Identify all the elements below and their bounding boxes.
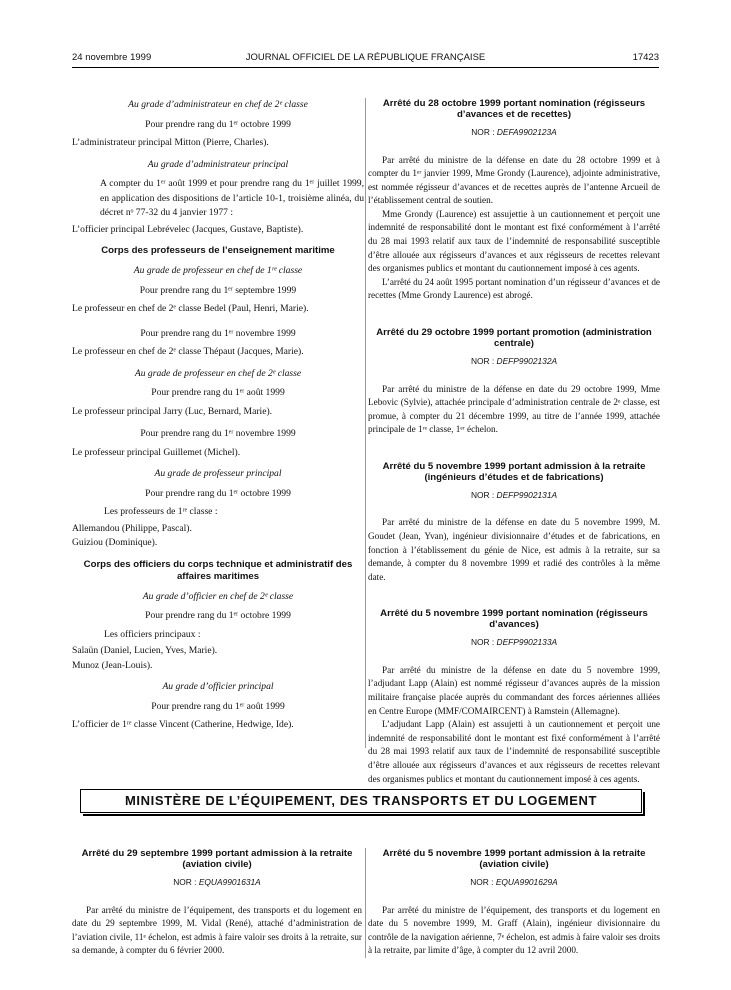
right-column (368, 98, 660, 786)
grade-heading: Au grade de professeur en chef de 2ᵉ classe (134, 367, 302, 379)
person-entry: L’officier principal Lebrévelec (Jacques, Gustave, Baptiste). (72, 223, 304, 235)
corps-heading: Corps des officiers du corps technique et administratif des affaires maritimes (83, 558, 353, 582)
left-column (72, 98, 364, 735)
arrete-title: Arrêté du 28 octobre 1999 portant nomination (régisseurs d’avances et de recettes) (382, 98, 646, 120)
list-intro: Les officiers principaux : (104, 628, 201, 640)
nor-reference (368, 354, 660, 369)
person-entry: Le professeur principal Jarry (Luc, Bernard, Marie). (72, 405, 273, 417)
grade-heading: Au grade d’administrateur principal (147, 158, 289, 170)
rank-date: Pour prendre rang du 1ᵉʳ novembre 1999 (140, 428, 296, 439)
nor-label: NOR : (470, 489, 495, 500)
nor-reference (368, 125, 660, 140)
column-divider (365, 98, 366, 748)
person-entry: L’administrateur principal Mitton (Pierre, Charles). (72, 137, 269, 148)
bottom-left-column (72, 848, 362, 958)
arrete-title: Arrêté du 5 novembre 1999 portant admission à la retraite (ingénieurs d’études et de fabrications) (382, 460, 646, 483)
grade-heading: Au grade d’officier principal (162, 681, 274, 692)
nor-code: DEFA9902123A (496, 127, 557, 137)
nor-reference (368, 635, 660, 650)
page-header (72, 52, 659, 68)
arrete-paragraph: Par arrêté du ministre de la défense en date du 5 novembre 1999, l’adjudant Lapp (Alain) est nommé régisseur d’avances auprès de la mission militaire française placée auprès du commandant des forces aériennes alliées en Centre Europe (MMF/COMAIRCENT) à Ramstein (Allemagne). (368, 664, 660, 716)
nor-code: DEFP9902133A (496, 637, 558, 648)
person-entry: Guiziou (Dominique). (72, 537, 158, 548)
person-entry: Le professeur en chef de 2ᵉ classe Thépaut (Jacques, Marie). (72, 346, 304, 357)
arrete-paragraph: Par arrêté du ministre de la défense en date du 29 octobre 1999, Mme Lebovic (Sylvie), attachée principale d’administration centrale de 2ᵉ classe, est promue, à compter du 21 décembre 1999, au titre de l’année 1999, attachée principale de 1ʳᵉ classe, 1ᵉʳ échelon. (368, 383, 660, 435)
corps-heading: Corps des professeurs de l’enseignement maritime (101, 245, 335, 256)
nor-code: DEFP9902132A (496, 356, 558, 367)
nor-label: NOR : (173, 877, 197, 887)
arrete-paragraph: Par arrêté du ministre de l’équipement, des transports et du logement en date du 5 novembre 1999, M. Graff (Alain), ingénieur divisionnaire du contrôle de la navigation aérienne, 7ᵉ échelon, est admis à faire valoir ses droits à la retraite, par limite d’âge, à compter du 12 avril 2000. (368, 904, 660, 956)
rank-date: Pour prendre rang du 1ᵉʳ août 1999 (151, 700, 285, 712)
person-entry: L’officier de 1ʳᵉ classe Vincent (Catherine, Hedwige, Ide). (72, 719, 294, 730)
ministry-banner: MINISTÈRE DE L’ÉQUIPEMENT, DES TRANSPORTS ET DU LOGEMENT (80, 789, 642, 813)
nor-reference (72, 875, 362, 890)
arrete-title: Arrêté du 29 octobre 1999 portant promotion (administration centrale) (376, 327, 652, 350)
arrete-title: Arrêté du 5 novembre 1999 portant nomination (régisseurs d’avances) (380, 608, 648, 631)
rank-date: Pour prendre rang du 1ᵉʳ août 1999 (151, 387, 285, 398)
arrete-paragraph: L’arrêté du 24 août 1995 portant nomination d’un régisseur d’avances et de recettes (Mme Grondy Laurence) est abrogé. (368, 276, 660, 301)
nor-label: NOR : (470, 877, 494, 887)
grade-heading: Au grade d’officier en chef de 2ᵉ classe (142, 590, 294, 602)
grade-heading: Au grade de professeur en chef de 1ʳᵉ classe (133, 265, 303, 276)
list-intro: Les professeurs de 1ʳᵉ classe : (104, 506, 218, 517)
person-entry: Le professeur principal Guillemet (Michel). (72, 446, 241, 458)
nor-label: NOR : (470, 637, 495, 648)
grade-heading: Au grade de professeur principal (154, 468, 282, 479)
rank-date: A compter du 1ᵉʳ août 1999 et pour prendre rang du 1ᵉʳ juillet 1999, en application des dispositions de l’article 10-1, troisième alinéa, du décret nᵒ 77-32 du 4 janvier 1977 : (100, 178, 364, 218)
arrete-paragraph: Par arrêté du ministre de la défense en date du 28 octobre 1999 et à compter du 1ᵉʳ janvier 1999, Mme Grondy (Laurence), adjointe administrative, est nommée régisseur d’avances et de recettes auprès de l’antenne Arcueil de l’établissement central de soutien. (368, 154, 660, 206)
arrete-paragraph: Par arrêté du ministre de la défense en date du 5 novembre 1999, M. Goudet (Jean, Yvan), ingénieur divisionnaire d’études et de fabrications, en fonction à l’établissement du génie de Nice, est admis à la retraite, sur sa demande, à compter du 8 novembre 1999 et radié des contrôles à la même date. (368, 517, 660, 582)
nor-code: DEFP9902131A (496, 489, 558, 500)
header-page-number: 17423 (632, 52, 659, 63)
nor-code: EQUA9901629A (495, 877, 558, 887)
header-rule (72, 67, 659, 68)
arrete-title: Arrêté du 29 septembre 1999 portant admission à la retraite (aviation civile) (81, 848, 353, 870)
person-entry: Munoz (Jean-Louis). (72, 659, 153, 671)
nor-reference (368, 875, 660, 890)
nor-label: NOR : (470, 356, 495, 367)
nor-reference (368, 488, 660, 503)
nor-code: EQUA9901631A (198, 877, 261, 887)
header-journal-title: JOURNAL OFFICIEL DE LA RÉPUBLIQUE FRANÇAISE (245, 52, 486, 63)
arrete-paragraph: Mme Grondy (Laurence) est assujettie à un cautionnement et perçoit une indemnité de responsabilité dont le montant est fixé conformément à l’arrêté du 28 mai 1993 relatif aux taux de l’indemnité de responsabilité susceptible d’être allouée aux régisseurs d’avances et aux régisseurs de recettes relevant des organismes publics et montant du cautionnement imposé à ces agents. (368, 208, 660, 274)
person-entry: Le professeur en chef de 2ᵉ classe Bedel (Paul, Henri, Marie). (72, 303, 309, 314)
grade-heading: Au grade d’administrateur en chef de 2ᵉ classe (128, 99, 308, 110)
rank-date: Pour prendre rang du 1ᵉʳ octobre 1999 (145, 610, 291, 621)
header-date: 24 novembre 1999 (72, 52, 152, 63)
arrete-paragraph: L’adjudant Lapp (Alain) est assujetti à un cautionnement et perçoit une indemnité de responsabilité dont le montant est fixé conformément à l’arrêté du 28 mai 1993 relatif aux taux de l’indemnité de responsabilité susceptible d’être allouée aux régisseurs d’avances et aux régisseurs de recettes relevant des organismes publics et montant du cautionnement imposé à ces agents. (368, 719, 660, 784)
arrete-paragraph: Par arrêté du ministre de l’équipement, des transports et du logement en date du 29 septembre 1999, M. Vidal (René), attaché d’administration de l’aviation civile, 11ᵉ échelon, est admis à faire valoir ses droits à la retraite, sur sa demande, à compter du 6 février 2000. (72, 904, 362, 956)
rank-date: Pour prendre rang du 1ᵉʳ septembre 1999 (139, 284, 297, 296)
bottom-right-column (368, 848, 660, 958)
arrete-title: Arrêté du 5 novembre 1999 portant admission à la retraite (aviation civile) (382, 848, 646, 870)
column-divider (365, 848, 366, 958)
person-entry: Allemandou (Philippe, Pascal). (72, 522, 192, 534)
nor-label: NOR : (471, 127, 495, 137)
rank-date: Pour prendre rang du 1ᵉʳ octobre 1999 (145, 487, 291, 499)
person-entry: Salaün (Daniel, Lucien, Yves, Marie). (72, 645, 218, 656)
rank-date: Pour prendre rang du 1ᵉʳ octobre 1999 (145, 118, 291, 130)
rank-date: Pour prendre rang du 1ᵉʳ novembre 1999 (140, 327, 296, 339)
